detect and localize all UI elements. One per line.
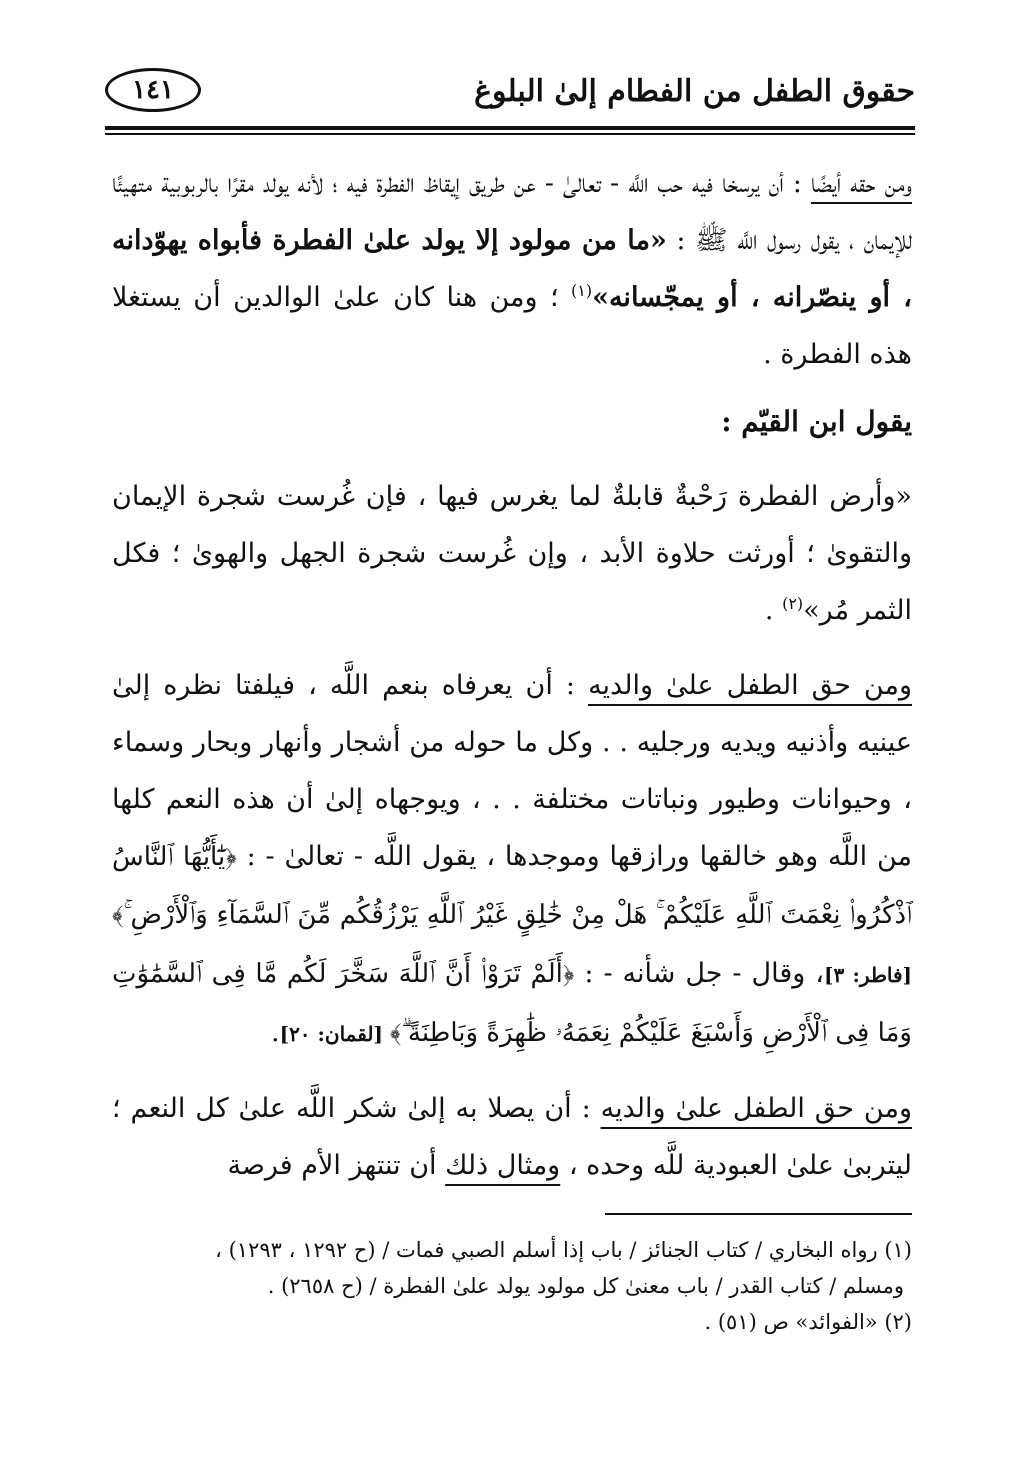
paragraph-4-lead: ومن حق الطفل علىٰ والديه	[600, 1093, 912, 1124]
page-number: ١٤١	[105, 68, 201, 112]
paragraph-4	[112, 1080, 912, 1194]
paragraph-1-text-b: ؛ ومن هنا كان علىٰ الوالدين أن يستغلا هذه الفطرة .	[112, 282, 912, 370]
paragraph-3-end: .	[271, 1017, 280, 1048]
paragraph-1-lead: ومن حقه أيضًا	[810, 168, 912, 199]
paragraph-4-text-b: أن تنتهز الأم فرصة	[227, 1150, 446, 1181]
header-rule-thin	[105, 133, 915, 135]
paragraph-3-text-b: ، وقال - جل شأنه - :	[574, 958, 824, 989]
paragraph-1	[112, 155, 912, 383]
paragraph-2	[112, 468, 912, 639]
quran-verse-fatir: ﴿يَٰٓأَيُّهَا ٱلنَّاسُ ٱذْكُرُوا۟ نِعْمَتَ ٱللَّهِ عَلَيْكُمْ ۚ هَلْ مِنْ خَٰلِقٍ غَيْرُ ٱللَّهِ يَرْزُقُكُم مِّنَ ٱلسَّمَآءِ وَٱلْأَرْضِ ۚ﴾	[112, 842, 912, 930]
page-header	[105, 62, 915, 130]
footnote-2: (٢) «الفوائد» ص (٥١) .	[704, 1310, 912, 1334]
header-rule-thick	[105, 126, 915, 130]
footnote-1-line-1: (١) رواه البخاري / كتاب الجنائز / باب إذا أسلم الصبي فمات / (ح ١٢٩٢ ، ١٢٩٣) ،	[215, 1238, 912, 1262]
footnotes	[112, 1232, 912, 1340]
hadith-quote: «ما من مولود إلا يولد علىٰ الفطرة فأبواه يهوّدانه ، أو ينصّرانه ، أو يمجّسانه»	[112, 225, 912, 313]
paragraph-2-end: .	[764, 595, 783, 626]
running-title: حقوق الطفل من الفطام إلىٰ البلوغ	[474, 74, 915, 109]
paragraph-3-text-a: : أن يعرفاه بنعم اللَّه ، فيلفتا نظره إلىٰ عينيه وأذنيه ويديه ورجليه . . وكل ما حوله من أشجار وأنهار وبحار وسماء ، وحيوانات وطيور ونباتات مختلفة . . ، ويوجهاه إلىٰ أن هذه النعم كلها من اللَّه وهو خالقها ورازقها وموجدها ، يقول اللَّه - تعالىٰ - :	[112, 670, 912, 872]
footnote-mark-2: (٢)	[782, 594, 804, 613]
section-heading: يقول ابن القيّم :	[721, 405, 912, 438]
paragraph-3-lead: ومن حق الطفل علىٰ والديه	[588, 670, 912, 701]
ibn-qayyim-quote: «وأرض الفطرة رَحْبةٌ قابلةٌ لما يغرس فيها ، فإن غُرست شجرة الإيمان والتقوىٰ ؛ أورثت حلاوة الأبد ، وإن غُرست شجرة الجهل والهوىٰ ؛ فكل الثمر مُر»	[112, 481, 912, 626]
quran-verse-luqman: ﴿أَلَمْ تَرَوْا۟ أَنَّ ٱللَّهَ سَخَّرَ لَكُم مَّا فِى ٱلسَّمَٰوَٰتِ وَمَا فِى ٱلْأَرْضِ وَأَسْبَغَ عَلَيْكُمْ نِعَمَهُۥ ظَٰهِرَةً وَبَاطِنَةً ۗ﴾	[112, 959, 912, 1048]
quran-ref-luqman: [لقمان: ٢٠]	[279, 1022, 390, 1046]
paragraph-1-text-a: : أن يرسخا فيه حب اللَّه - تعالىٰ - عن طريق إيقاظ الفطرة فيه ؛ لأنه يولد مقرًا بالربوبية متهيئًا للإيمان ، يقول رسول اللَّه ﷺ :	[112, 168, 912, 256]
paragraph-4-lead-2: ومثال ذلك	[445, 1150, 561, 1181]
footnote-separator	[605, 1213, 912, 1215]
paragraph-4-text-a: : أن يصلا به إلىٰ شكر اللَّه علىٰ كل النعم ؛ ليتربىٰ علىٰ العبودية للَّه وحده ،	[112, 1093, 912, 1181]
paragraph-3	[112, 657, 912, 1063]
quran-ref-fatir: [فاطر: ٣]	[823, 963, 912, 987]
footnote-1-line-2: ومسلم / كتاب القدر / باب معنىٰ كل مولود يولد علىٰ الفطرة / (ح ٢٦٥٨) .	[267, 1274, 904, 1298]
footnote-mark-1: (١)	[570, 281, 593, 300]
